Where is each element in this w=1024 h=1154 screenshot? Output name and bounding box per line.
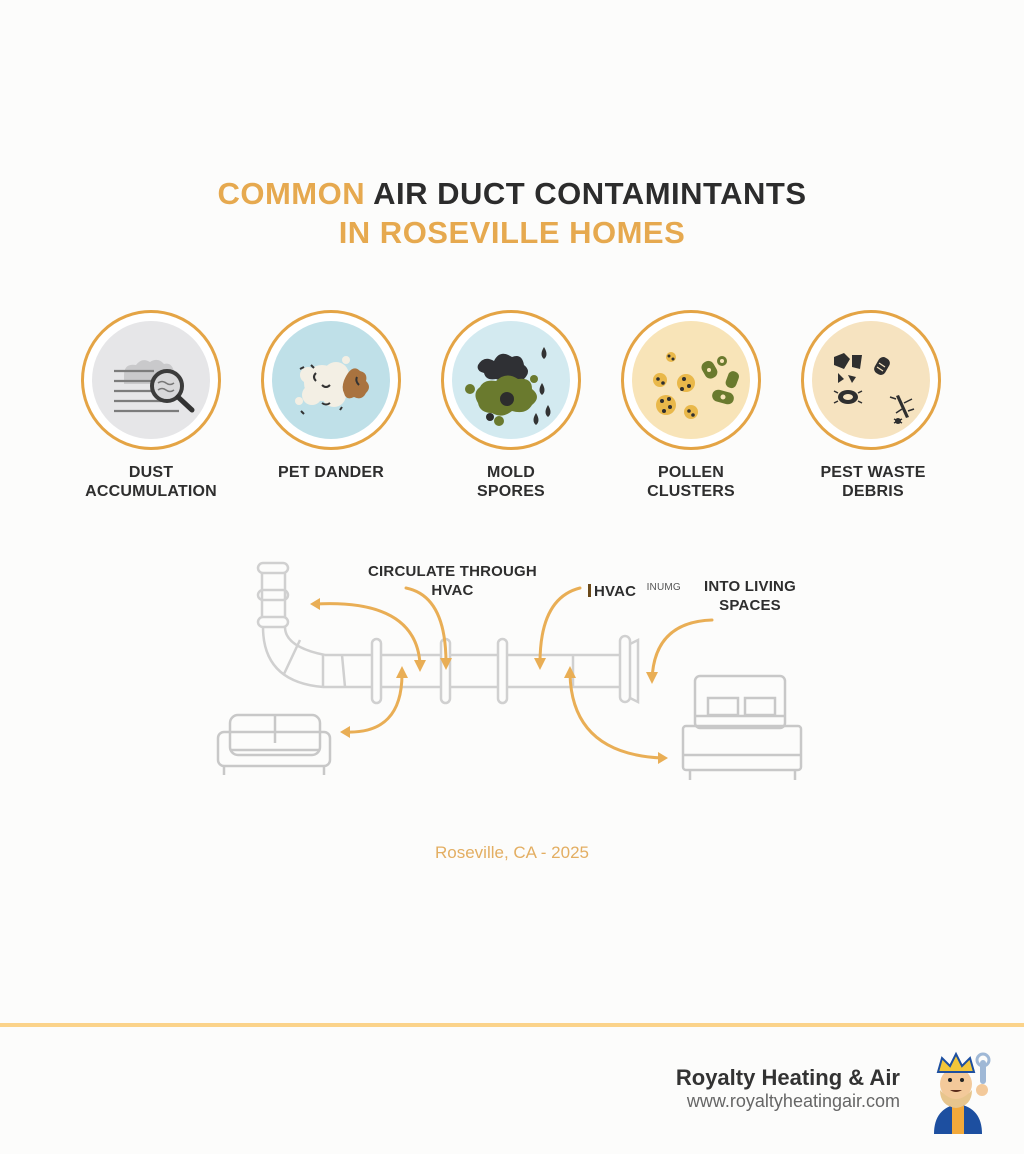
couch-icon [218,715,330,775]
dust-magnifier-icon [84,313,218,447]
label-line-1: PEST WASTE [820,464,926,481]
label-line-2: DEBRIS [842,483,904,500]
arrowheads [310,598,668,764]
label-mold-spores [421,463,601,501]
pet-dander-icon [264,313,398,447]
hvac-text: HVAC [594,583,637,600]
label-pet-dander [241,463,421,482]
brand-url[interactable]: www.royaltyheatingair.com [686,1091,900,1111]
bed-icon [683,676,801,780]
pollen-icon [624,313,758,447]
label-line-2: CLUSTERS [647,483,735,500]
label-line-1: POLLEN [657,464,725,481]
pest-debris-icon [804,313,938,447]
page-title-line-1 [0,175,1024,213]
dust-accumulation-circle [81,310,221,450]
living-line-2: SPACES [719,597,781,614]
mold-spores-circle [441,310,581,450]
label-dust-accumulation [61,463,241,501]
title-accent: COMMON [217,176,366,211]
label-into-living-spaces [690,577,810,615]
circulate-line-2: HVAC [431,582,474,599]
pollen-clusters-circle [621,310,761,450]
brand-name: Royalty Heating & Air [675,1065,900,1090]
title-line2-text: IN ROSEVILLE HOMES [338,215,686,250]
king-mascot-logo-icon [920,1050,1002,1134]
circulate-line-1: CIRCULATE THROUGH [368,563,537,580]
pet-dander-circle [261,310,401,450]
mold-spores-icon [444,313,578,447]
label-pest-waste-debris [783,463,963,501]
page-title-line-2 [0,214,1024,252]
label-circulate-through-hvac [365,562,540,600]
footer-divider [0,1023,1024,1027]
label-line-2: ACCUMULATION [85,483,217,500]
living-line-1: INTO LIVING [704,578,796,595]
label-line-1: PET DANDER [277,464,384,481]
pest-waste-circle [801,310,941,450]
label-pollen-clusters [601,463,781,501]
label-line-1: DUST [128,464,174,481]
hvac-small-text: INUMG [646,582,681,593]
location-caption: Roseville, CA - 2025 [434,843,590,862]
title-dark: AIR DUCT CONTAMINTANTS [365,176,807,211]
label-line-2: SPORES [477,483,545,500]
label-line-1: MOLD [487,464,535,481]
label-hvac [588,578,681,601]
hvac-marker-icon [588,584,591,597]
